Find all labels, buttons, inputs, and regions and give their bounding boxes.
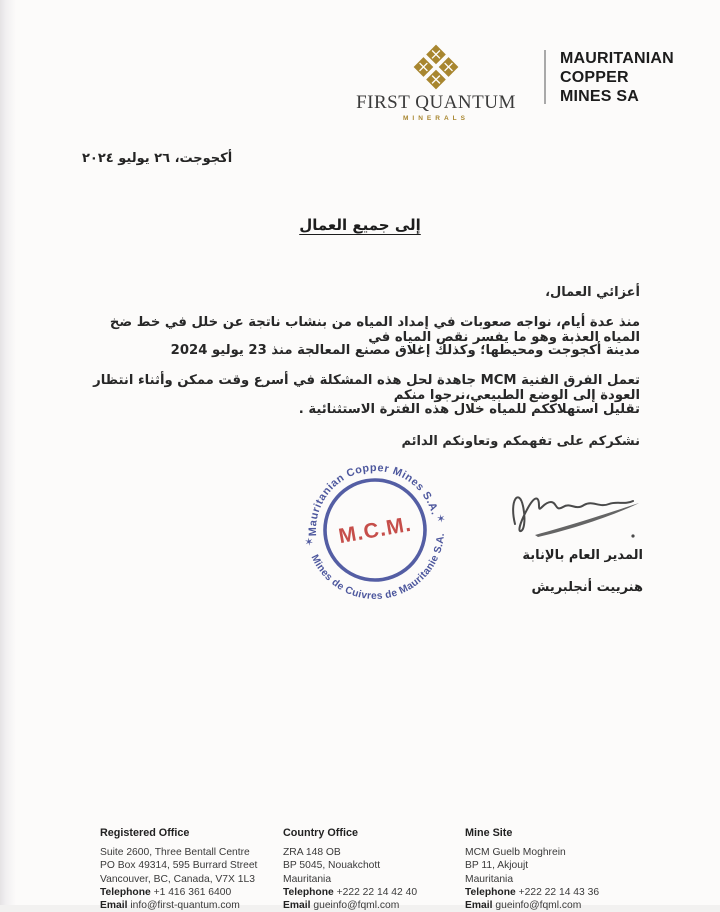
- office-address-line: Mauritania: [283, 873, 332, 885]
- email-address: info@first-quantum.com: [130, 900, 240, 912]
- office-address-line: Vancouver, BC, Canada, V7X 1L3: [100, 873, 255, 885]
- scan-edge-shadow: [0, 0, 16, 905]
- office-column-country: [283, 827, 458, 912]
- brand-name: FIRST QUANTUM: [356, 92, 516, 113]
- first-quantum-brand: [356, 44, 516, 122]
- telephone-label: Telephone: [465, 886, 516, 898]
- stamp-star-right-icon: ✶: [435, 512, 447, 527]
- office-telephone: [465, 886, 640, 899]
- email-label: Email: [283, 900, 311, 912]
- office-email: [283, 899, 458, 912]
- company-name: [560, 49, 674, 106]
- office-column-mine-site: [465, 827, 640, 912]
- email-address: gueinfo@fqml.com: [495, 900, 582, 912]
- office-name: Mine Site: [465, 827, 513, 839]
- stamp-top-text: Mauritanian Copper Mines S.A.: [306, 461, 441, 537]
- email-address: gueinfo@fqml.com: [313, 900, 400, 912]
- stamp-star-left-icon: ✶: [303, 535, 315, 550]
- closing-line: نشكركم على تفهمكم وتعاونكم الدائم: [401, 434, 640, 449]
- company-name-line: MAURITANIAN: [560, 50, 674, 67]
- telephone-label: Telephone: [100, 886, 151, 898]
- body-line: منذ عدة أيام، نواجه صعوبات في إمداد المياه من بنشاب ناتجة عن خلل في خط ضخ المياه العذبة وهو ما يفسر نقص المياه في: [109, 315, 640, 345]
- office-name: Registered Office: [100, 827, 190, 839]
- svg-text:Mines de Cuivres de Mauritanie: [308, 531, 457, 614]
- telephone-number: +222 22 14 43 36: [518, 886, 600, 898]
- office-telephone: [100, 886, 275, 899]
- office-address-line: ZRA 148 OB: [283, 847, 341, 859]
- first-quantum-diamond-icon: [413, 44, 459, 90]
- signature-title: المدير العام بالإنابة: [522, 548, 643, 563]
- stamp-center-text: M.C.M.: [336, 512, 414, 549]
- office-telephone: [283, 886, 458, 899]
- office-email: [465, 899, 640, 912]
- company-name-line: MINES SA: [560, 88, 639, 105]
- email-label: Email: [465, 900, 493, 912]
- office-address-line: Mauritania: [465, 873, 514, 885]
- telephone-label: Telephone: [283, 886, 334, 898]
- stamp-bottom-text: Mines de Cuivres de Mauritanie S.A.: [308, 532, 447, 603]
- letter-title: إلى جميع العمال: [299, 216, 421, 234]
- date-line: أكجوجت، ٢٦ يوليو ٢٠٢٤: [82, 151, 233, 166]
- office-address-line: MCM Guelb Moghrein: [465, 847, 566, 859]
- brand-subtitle: MINERALS: [403, 115, 469, 122]
- header-divider: [544, 50, 546, 104]
- telephone-number: +222 22 14 42 40: [336, 886, 418, 898]
- signature-scribble: [505, 480, 655, 546]
- salutation: أعزائي العمال،: [545, 285, 640, 300]
- signature-name: هنرييت أنجلبريش: [531, 580, 643, 595]
- office-address-line: BP 11, Akjoujt: [465, 860, 529, 872]
- telephone-number: +1 416 361 6400: [153, 886, 232, 898]
- body-line: مدينة أكجوجت ومحيطها؛ وكذلك إغلاق مصنع المعالجة منذ 23 يوليو 2024: [170, 343, 640, 358]
- office-column-registered: [100, 827, 275, 912]
- office-email: [100, 899, 275, 912]
- office-address-line: PO Box 49314, 595 Burrard Street: [100, 860, 258, 872]
- office-address-line: Suite 2600, Three Bentall Centre: [100, 847, 250, 859]
- body-line: تقليل استهلاككم للمياه خلال هذه الفترة الاستثنائية .: [298, 402, 640, 417]
- body-line: تعمل الفرق الفنية MCM جاهدة لحل هذه المشكلة في أسرع وقت ممكن وأثناء انتظار العودة إلى الوضع الطبيعي،نرجوا منكم: [93, 373, 640, 403]
- office-address-line: BP 5045, Nouakchott: [283, 860, 381, 872]
- company-name-line: COPPER: [560, 69, 629, 86]
- office-name: Country Office: [283, 827, 358, 839]
- company-stamp: [278, 433, 473, 628]
- email-label: Email: [100, 900, 128, 912]
